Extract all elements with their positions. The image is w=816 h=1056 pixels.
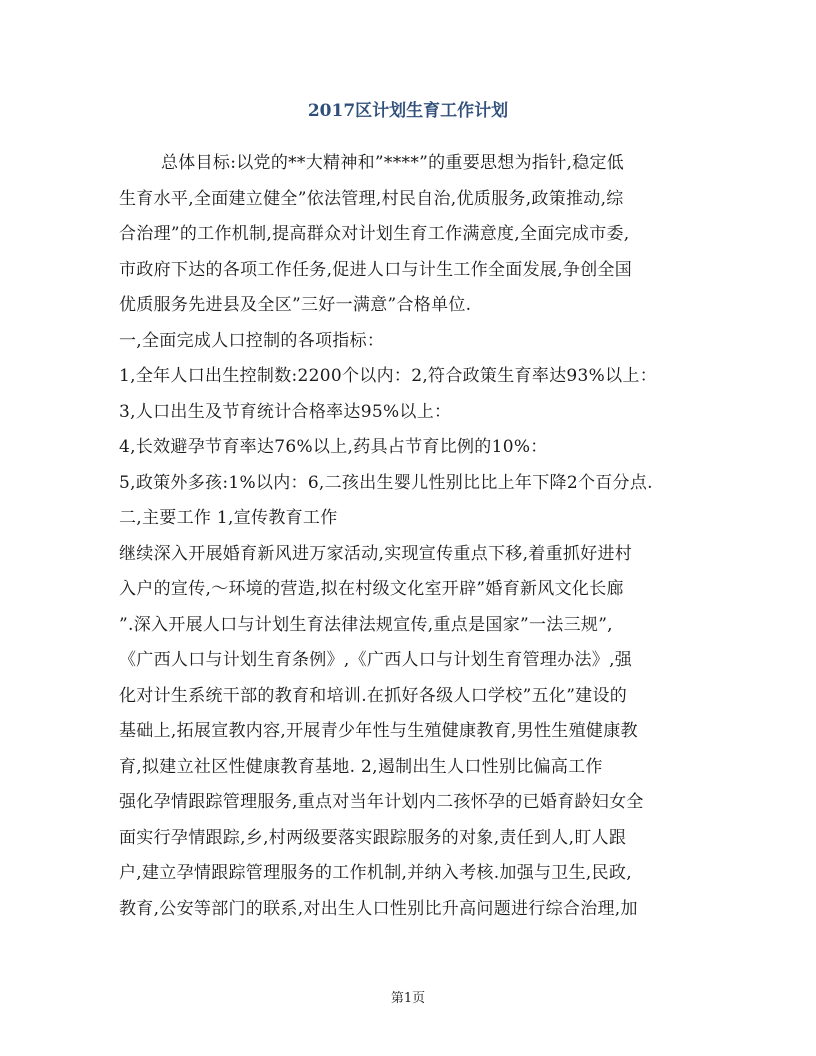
paragraph-line: 教育,公安等部门的联系,对出生人口性别比升高问题进行综合治理,加: [119, 898, 638, 919]
paragraph-line: 优质服务先进县及全区”三好一满意”合格单位.: [119, 295, 472, 315]
paragraph-line: 化对计生系统干部的教育和培训.在抓好各级人口学校”五化”建设的: [119, 685, 628, 706]
section-heading-2: 二,主要工作 1,宣传教育工作: [119, 508, 338, 528]
paragraph-line: 《广西人口与计划生育条例》,《广西人口与计划生育管理办法》,强: [119, 650, 633, 670]
paragraph-line: 继续深入开展婚育新风进万家活动,实现宣传重点下移,着重抓好进村: [119, 543, 633, 564]
paragraph-line: 市政府下达的各项工作任务,促进人口与计生工作全面发展,争创全国: [119, 259, 633, 280]
paragraph-line: 5,政策外多孩:1%以内：6,二孩出生婴儿性别比比上年下降2个百分点.: [119, 472, 653, 493]
page-number: 第1页: [390, 991, 426, 1006]
paragraph-line: 入户的宣传,～环境的营造,拟在村级文化室开辟”婚育新风文化长廊: [119, 579, 624, 599]
paragraph-line: 1,全年人口出生控制数:2200个以内：2,符合政策生育率达93%以上：: [119, 366, 658, 386]
document-body: [119, 146, 695, 927]
section-heading-1: 一,全面完成人口控制的各项指标：: [119, 330, 385, 351]
paragraph-line: 强化孕情跟踪管理服务,重点对当年计划内二孩怀孕的已婚育龄妇女全: [119, 792, 644, 812]
paragraph-line: 面实行孕情跟踪,乡,村两级要落实跟踪服务的对象,责任到人,盯人跟: [119, 827, 627, 848]
paragraph-line: 生育水平,全面建立健全”依法管理,村民自治,优质服务,政策推动,综: [119, 188, 624, 209]
paragraph-line: 3,人口出生及节育统计合格率达95%以上：: [119, 401, 452, 422]
paragraph-line: 户,建立孕情跟踪管理服务的工作机制,并纳入考核.加强与卫生,民政,: [119, 863, 632, 883]
paragraph-line: 合治理”的工作机制,提高群众对计划生育工作满意度,全面完成市委,: [119, 224, 630, 244]
paragraph-line: 4,长效避孕节育率达76%以上,药具占节育比例的10%：: [119, 437, 548, 457]
paragraph-line: 基础上,拓展宣教内容,开展青少年性与生殖健康教育,男性生殖健康教: [119, 721, 638, 741]
paragraph-line: ”.深入开展人口与计划生育法律法规宣传,重点是国家”一法三规”,: [119, 614, 613, 635]
paragraph-line: 总体目标:以党的**大精神和”****”的重要思想为指针,稳定低: [161, 153, 625, 173]
paragraph-line: 育,拟建立社区性健康教育基地. 2,遏制出生人口性别比偏高工作: [119, 756, 603, 777]
document-title: 2017区计划生育工作计划: [307, 101, 509, 121]
